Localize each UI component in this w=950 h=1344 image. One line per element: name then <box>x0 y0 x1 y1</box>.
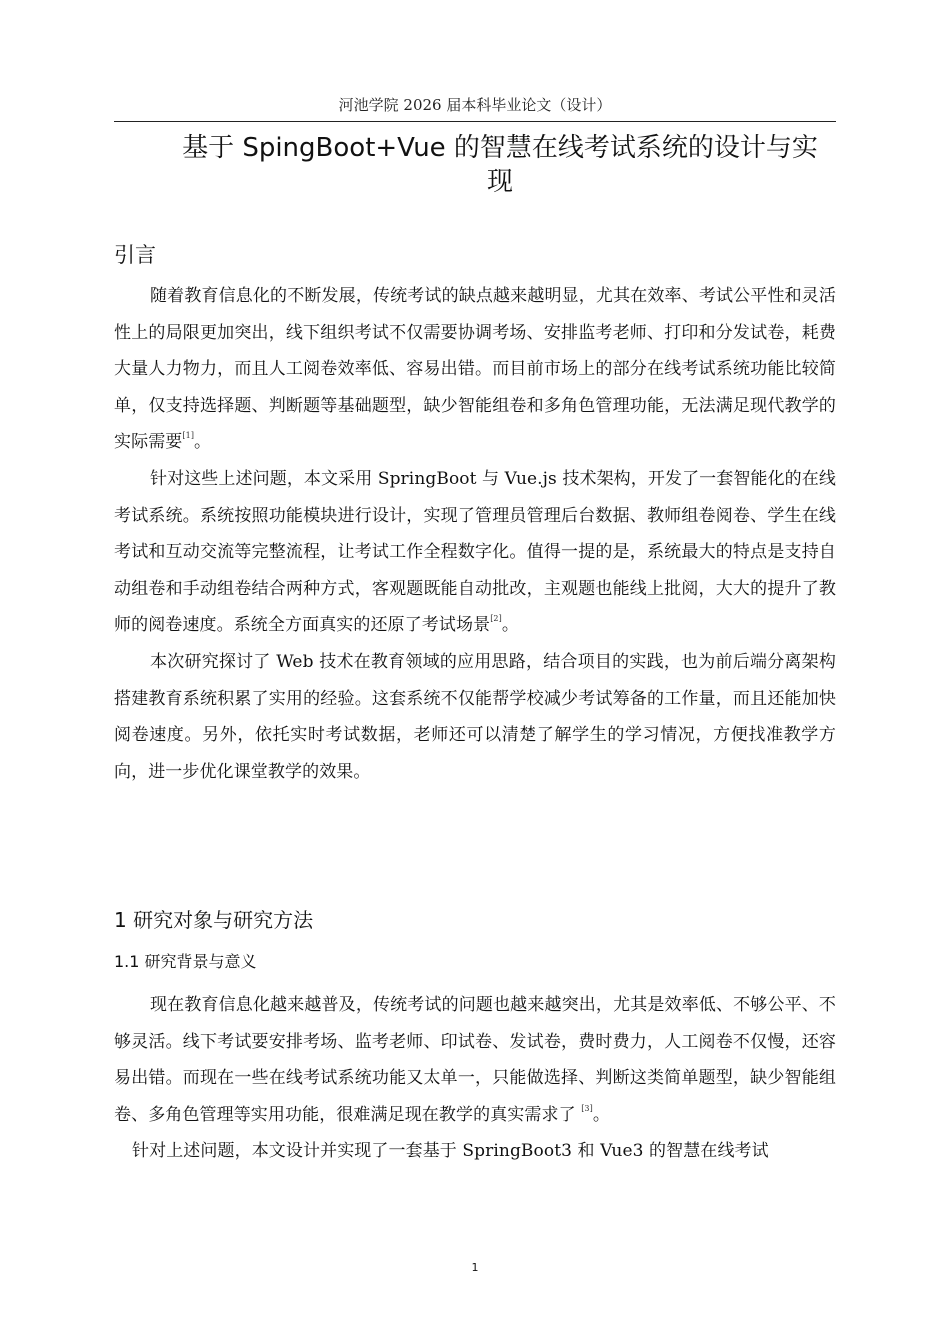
section-1-body <box>114 987 836 1170</box>
intro-heading: 引言 <box>114 243 156 267</box>
intro-paragraph-1-end: 。 <box>194 432 212 453</box>
intro-paragraph-3: 本次研究探讨了 Web 技术在教育领域的应用思路，结合项目的实践，也为前后端分离架构搭建教育系统积累了实用的经验。这套系统不仅能帮学校减少考试筹备的工作量，而且还能加快阅卷速度。另外，依托实时考试数据，老师还可以清楚了解学生的学习情况，方便找准教学方向，进一步优化课堂教学的效果。 <box>114 651 836 782</box>
section-1-paragraph-2: 针对上述问题，本文设计并实现了一套基于 SpringBoot3 和 Vue3 的智慧在线考试 <box>132 1141 769 1162</box>
intro-paragraph-2 <box>114 461 836 644</box>
citation-3: [3] <box>581 1103 593 1113</box>
paper-title-line2: 现 <box>486 167 513 197</box>
section-1-paragraph-1 <box>114 987 836 1133</box>
citation-1: [1] <box>182 431 195 441</box>
intro-paragraph-1 <box>114 278 836 461</box>
section-1-paragraph-1-text: 现在教育信息化越来越普及，传统考试的问题也越来越突出，尤其是效率低、不够公平、不够灵活。线下考试要安排考场、监考老师、印试卷、发试卷，费时费力，人工阅卷不仅慢，还容易出错。而现在一些在线考试系统功能又太单一，只能做选择、判断这类简单题型，缺少智能组卷、多角色管理等实用功能，很难满足现在教学的真实需求了 <box>114 995 836 1125</box>
section-1-paragraph-1-end: 。 <box>592 1104 610 1125</box>
running-header: 河池学院 2026 届本科毕业论文（设计） <box>338 96 612 114</box>
citation-2: [2] <box>490 614 502 624</box>
section-1-heading: 1 研究对象与研究方法 <box>114 908 314 932</box>
header-rule <box>114 121 836 122</box>
intro-paragraph-2-end: 。 <box>501 615 519 636</box>
intro-body <box>114 278 836 790</box>
intro-paragraph-2-text: 针对这些上述问题，本文采用 SpringBoot 与 Vue.js 技术架构，开发了一套智能化的在线考试系统。系统按照功能模块进行设计，实现了管理员管理后台数据、教师组卷阅卷、学生在线考试和互动交流等完整流程，让考试工作全程数字化。值得一提的是，系统最大的特点是支持自动组卷和手动组卷结合两种方式，客观题既能自动批改，主观题也能线上批阅，大大的提升了教师的阅卷速度。系统全方面真实的还原了考试场景 <box>114 468 836 636</box>
section-1-1-heading: 1.1 研究背景与意义 <box>114 952 257 971</box>
paper-title <box>150 131 850 199</box>
page-number: 1 <box>471 1261 479 1274</box>
intro-paragraph-1-text: 随着教育信息化的不断发展，传统考试的缺点越来越明显，尤其在效率、考试公平性和灵活性上的局限更加突出，线下组织考试不仅需要协调考场、安排监考老师、打印和分发试卷，耗费大量人力物力，而且人工阅卷效率低、容易出错。而目前市场上的部分在线考试系统功能比较简单，仅支持选择题、判断题等基础题型，缺少智能组卷和多角色管理功能，无法满足现代教学的实际需要 <box>114 286 836 453</box>
paper-title-line1: 基于 SpingBoot+Vue 的智慧在线考试系统的设计与实 <box>182 133 818 163</box>
